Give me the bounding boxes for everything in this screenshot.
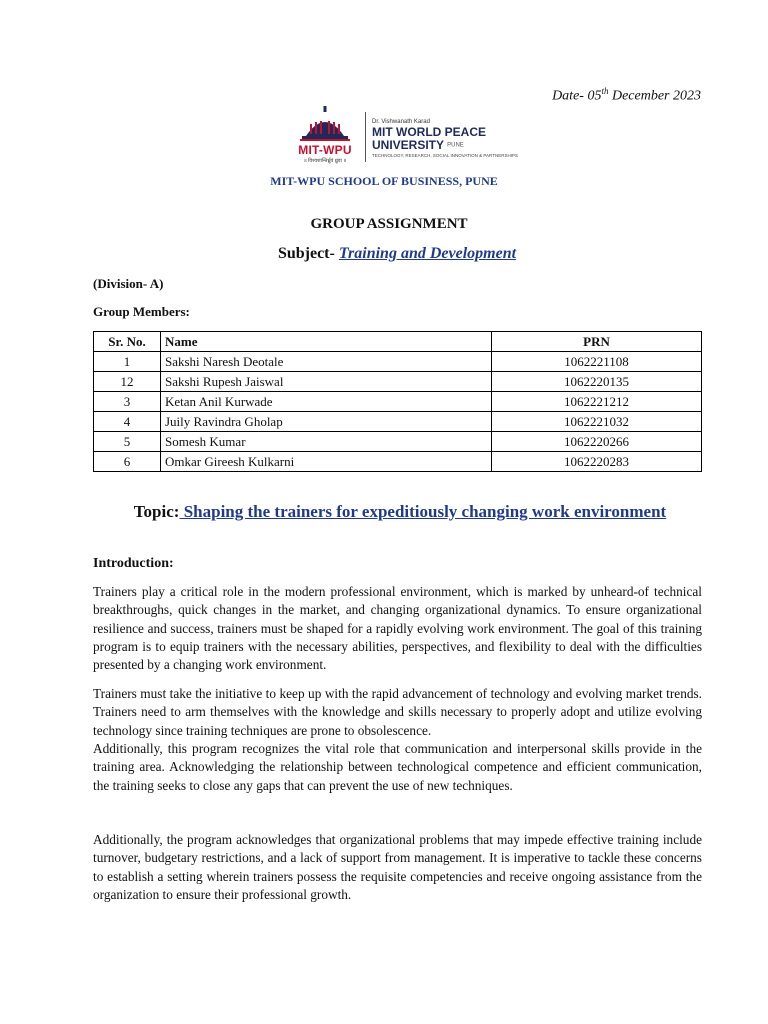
- topic-value: Shaping the trainers for expeditiously changing work environment: [179, 502, 667, 521]
- division-label: (Division- A): [93, 276, 164, 291]
- paragraph-4: [93, 831, 702, 904]
- school-name: MIT-WPU SCHOOL OF BUSINESS, PUNE: [270, 174, 498, 188]
- subject-label: Subject-: [277, 245, 335, 262]
- logo-line1: MIT WORLD PEACE: [372, 125, 486, 139]
- logo-city: PUNE: [447, 142, 464, 149]
- cell-name: Sakshi Naresh Deotale: [161, 352, 492, 372]
- date-prefix: Date- 05: [552, 88, 602, 104]
- col-header-prn: PRN: [492, 332, 702, 352]
- cell-sr-no: 4: [94, 412, 161, 432]
- assignment-title: GROUP ASSIGNMENT: [310, 216, 468, 232]
- cell-name: Sakshi Rupesh Jaiswal: [161, 372, 492, 392]
- paragraph-2: [93, 685, 702, 740]
- logo-line2: UNIVERSITY: [372, 138, 444, 152]
- cell-sr-no: 5: [94, 432, 161, 452]
- logo-line2-wrap: [372, 139, 522, 152]
- logo-mark-tagline: ॥ विश्वशान्तिर्ध्रुवं ध्रुवा ॥: [303, 158, 347, 164]
- paragraph-text: Trainers must take the initiative to keep up with the rapid advancement of technology and evolving market trends. Trainers need to arm themselves with the knowledge and skills necessary to properly adopt and utilize evolving technology since training techniques are prone to obsolescence.: [93, 686, 702, 738]
- paragraph-text: Additionally, the program acknowledges that organizational problems that may impede effective training include turnover, budgetary restrictions, and a lack of support from management. It is imperative to tackle these concerns to establish a setting wherein trainers possess the requisite competencies and receive ongoing assistance from the organization to ensure their professional growth.: [93, 832, 702, 902]
- paragraph-text: Trainers play a critical role in the modern professional environment, which is marked by unheard-of technical breakthroughs, quick changes in the market, and changing organizational dynamics. To ensure organizational resilience and success, trainers must be shaped for a rapidly evolving work environment. The goal of this training program is to equip trainers with the necessary abilities, perspectives, and flexibility to deal with the difficulties presented by a changing work environment.: [93, 584, 702, 673]
- cell-sr-no: 3: [94, 392, 161, 412]
- table-row: [94, 432, 702, 452]
- cell-prn: 1062220266: [492, 432, 702, 452]
- group-members-table: [93, 331, 702, 472]
- introduction-heading: Introduction:: [93, 556, 174, 571]
- subject-value: Training and Development: [338, 245, 517, 262]
- table-row: [94, 372, 702, 392]
- cell-sr-no: 6: [94, 452, 161, 472]
- table-row: [94, 392, 702, 412]
- topic-heading: [110, 500, 690, 523]
- university-logo: [290, 106, 520, 166]
- logo-mark-text: MIT-WPU: [298, 143, 352, 157]
- cell-name: Ketan Anil Kurwade: [161, 392, 492, 412]
- paragraph-1: [93, 583, 702, 674]
- cell-prn: 1062221108: [492, 352, 702, 372]
- paragraph-3: [93, 740, 702, 795]
- table-row: [94, 352, 702, 372]
- cell-prn: 1062221032: [492, 412, 702, 432]
- subject-line: [0, 245, 768, 263]
- cell-prn: 1062220283: [492, 452, 702, 472]
- cell-prn: 1062221212: [492, 392, 702, 412]
- dome-logo-icon: [290, 106, 360, 166]
- cell-sr-no: 1: [94, 352, 161, 372]
- table-row: [94, 452, 702, 472]
- cell-name: Juily Ravindra Gholap: [161, 412, 492, 432]
- table-row: [94, 412, 702, 432]
- cell-name: Omkar Gireesh Kulkarni: [161, 452, 492, 472]
- date-ordinal: th: [601, 86, 609, 96]
- date-line: [552, 86, 701, 105]
- topic-label: Topic:: [133, 502, 180, 521]
- cell-sr-no: 12: [94, 372, 161, 392]
- cell-name: Somesh Kumar: [161, 432, 492, 452]
- table-header-row: [94, 332, 702, 352]
- cell-prn: 1062220135: [492, 372, 702, 392]
- logo-tagline: TECHNOLOGY, RESEARCH, SOCIAL INNOVATION & PARTNERSHIPS: [372, 153, 518, 159]
- paragraph-text: Additionally, this program recognizes the vital role that communication and interpersonal skills provide in the training area. Acknowledging the relationship between technological competence and efficient communication, the training seeks to close any gaps that can prevent the use of new techniques.: [93, 741, 702, 793]
- col-header-sr-no: Sr. No.: [94, 332, 161, 352]
- logo-pre-title: Dr. Vishwanath Karad: [372, 119, 430, 125]
- col-header-name: Name: [161, 332, 492, 352]
- date-suffix: December 2023: [608, 88, 701, 104]
- group-members-label: Group Members:: [93, 304, 190, 319]
- logo-divider: [365, 112, 366, 162]
- university-name-block: [372, 118, 522, 159]
